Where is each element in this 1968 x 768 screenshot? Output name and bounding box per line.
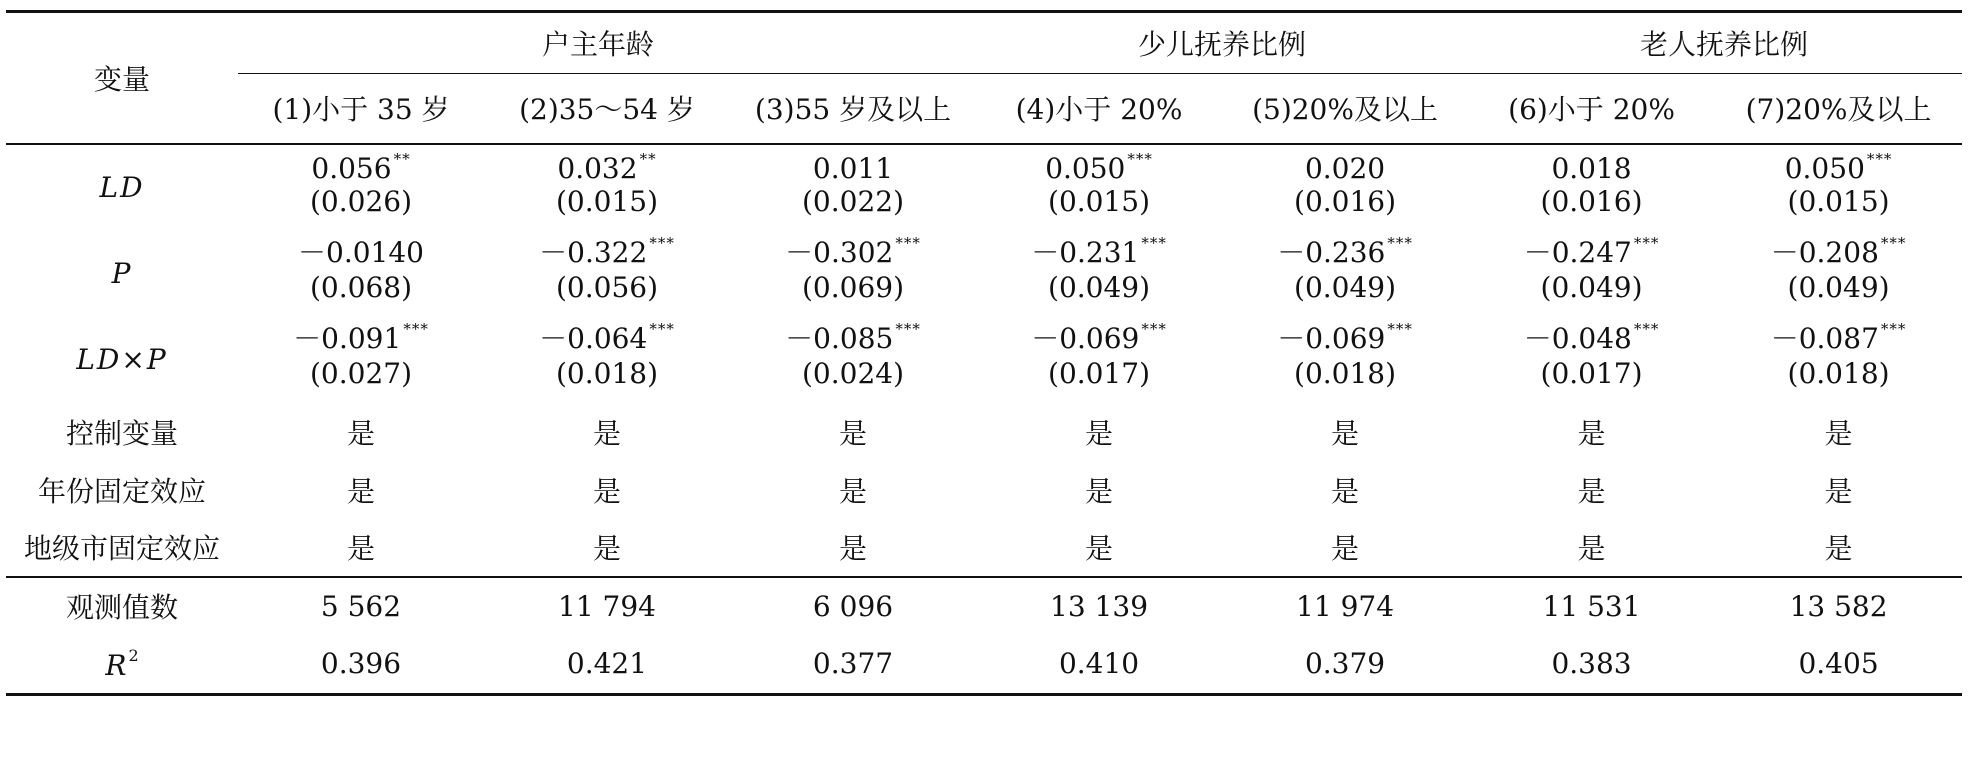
observations-cell: 11 531 (1468, 577, 1715, 635)
coef-value: －0.091 (293, 321, 402, 355)
coef-value: 0.056 (311, 151, 392, 185)
coef-cell (484, 317, 730, 357)
column-header: (7)20%及以上 (1715, 74, 1962, 144)
variable-name: LD×P (76, 343, 168, 376)
coef-row (6, 231, 1962, 271)
control-value-cell: 是 (1331, 474, 1360, 508)
column-header: (3)55 岁及以上 (730, 74, 976, 144)
coef-value: －0.322 (539, 235, 648, 269)
coef-value: －0.048 (1523, 321, 1632, 355)
observations-cell: 13 582 (1715, 577, 1962, 635)
control-value-cell: 是 (346, 532, 375, 565)
column-header: (1)小于 35 岁 (238, 74, 484, 144)
significance-stars: *** (1387, 319, 1413, 338)
coef-cell (238, 144, 484, 185)
observations-row (6, 577, 1962, 635)
coef-row (6, 317, 1962, 357)
significance-stars: ** (639, 149, 657, 168)
regression-table (6, 10, 1962, 696)
standard-error-cell: (0.068) (309, 270, 412, 304)
control-value-cell: 是 (1824, 474, 1853, 508)
control-value-cell: 是 (1824, 416, 1853, 450)
coef-cell (730, 144, 976, 185)
coef-value: －0.231 (1031, 235, 1140, 269)
control-row (6, 461, 1962, 519)
significance-stars: *** (1633, 319, 1660, 338)
standard-error-cell: (0.056) (555, 270, 658, 304)
control-value-cell: 是 (1577, 474, 1606, 508)
control-value-cell: 是 (1577, 416, 1606, 450)
control-value-cell: 是 (1824, 532, 1853, 565)
r-squared-cell: 0.421 (484, 635, 730, 695)
control-value-cell: 是 (1085, 474, 1114, 508)
significance-stars: *** (1633, 233, 1660, 252)
r-squared-cell: 0.396 (238, 635, 484, 695)
coef-value: －0.087 (1770, 321, 1879, 355)
significance-stars: *** (895, 319, 921, 338)
row-label-observations: 观测值数 (6, 577, 238, 635)
coef-value: －0.069 (1031, 321, 1140, 355)
r-squared-cell: 0.377 (730, 635, 976, 695)
significance-stars: *** (403, 319, 429, 338)
control-value-cell: 是 (839, 474, 868, 508)
control-value-cell: 是 (592, 474, 621, 508)
standard-error-cell: (0.016) (1540, 184, 1643, 218)
column-header: (5)20%及以上 (1222, 74, 1468, 144)
standard-error-cell: (0.017) (1048, 356, 1151, 390)
coef-value: －0.302 (785, 235, 894, 269)
significance-stars: *** (895, 233, 921, 252)
coef-cell (484, 144, 730, 185)
row-label-control: 地级市固定效应 (23, 532, 220, 565)
standard-error-cell: (0.015) (555, 184, 658, 218)
coef-value: －0.0140 (298, 235, 424, 269)
control-value-cell: 是 (1085, 416, 1114, 450)
r-squared-cell: 0.379 (1222, 635, 1468, 695)
coef-cell (1222, 231, 1468, 271)
coef-value: －0.236 (1277, 235, 1386, 269)
observations-cell: 11 794 (484, 577, 730, 635)
standard-error-cell: (0.018) (1787, 356, 1890, 390)
coefficient-rows (6, 144, 1962, 403)
coef-value: －0.247 (1523, 235, 1632, 269)
variable-header: 变量 (6, 12, 238, 144)
column-header-row (6, 74, 1962, 144)
r-squared-row (6, 635, 1962, 695)
coef-value: 0.050 (1784, 151, 1865, 185)
control-value-cell: 是 (1085, 532, 1114, 565)
coef-cell (730, 317, 976, 357)
standard-error-cell: (0.027) (309, 356, 412, 390)
coef-cell (238, 317, 484, 357)
se-row (6, 357, 1962, 403)
coef-value: －0.069 (1277, 321, 1386, 355)
observations-cell: 11 974 (1222, 577, 1468, 635)
coef-cell (976, 231, 1222, 271)
significance-stars: *** (1141, 233, 1167, 252)
coef-cell (1468, 144, 1715, 185)
coef-value: －0.208 (1770, 235, 1879, 269)
significance-stars: *** (1127, 149, 1153, 168)
column-header: (4)小于 20% (976, 74, 1222, 144)
significance-stars: *** (1387, 233, 1413, 252)
r-squared-cell: 0.405 (1715, 635, 1962, 695)
standard-error-cell: (0.015) (1787, 184, 1890, 218)
row-label-control: 控制变量 (65, 416, 178, 450)
variable-name: LD (99, 171, 145, 204)
standard-error-cell: (0.017) (1540, 356, 1643, 390)
control-value-cell: 是 (346, 474, 375, 508)
observations-cell: 6 096 (730, 577, 976, 635)
column-header: (6)小于 20% (1468, 74, 1715, 144)
control-row (6, 519, 1962, 577)
variable-name: P (111, 257, 133, 290)
coef-cell (1468, 231, 1715, 271)
standard-error-cell: (0.015) (1048, 184, 1151, 218)
standard-error-cell: (0.049) (1048, 270, 1151, 304)
coef-cell (484, 231, 730, 271)
group-header-child-ratio: 少儿抚养比例 (976, 12, 1468, 74)
control-value-cell: 是 (592, 532, 621, 565)
observations-cell: 5 562 (238, 577, 484, 635)
coef-cell (1715, 317, 1962, 357)
standard-error-cell: (0.049) (1294, 270, 1397, 304)
coef-cell (976, 144, 1222, 185)
r-squared-superscript: 2 (128, 645, 139, 665)
r-squared-cell: 0.383 (1468, 635, 1715, 695)
coef-cell (1715, 144, 1962, 185)
coef-cell (238, 231, 484, 271)
standard-error-cell: (0.018) (555, 356, 658, 390)
row-label-variable (6, 317, 238, 403)
control-value-cell: 是 (1577, 532, 1606, 565)
row-label-variable (6, 144, 238, 231)
control-row (6, 403, 1962, 461)
group-header-row (6, 12, 1962, 74)
coef-cell (1222, 317, 1468, 357)
standard-error-cell: (0.016) (1294, 184, 1397, 218)
coef-cell (1468, 317, 1715, 357)
coef-value: 0.018 (1551, 151, 1632, 185)
control-value-cell: 是 (346, 416, 375, 450)
standard-error-cell: (0.024) (802, 356, 905, 390)
se-row (6, 185, 1962, 231)
group-header-elder-ratio: 老人抚养比例 (1468, 12, 1962, 74)
control-value-cell: 是 (839, 416, 868, 450)
standard-error-cell: (0.022) (802, 184, 905, 218)
coef-row (6, 144, 1962, 185)
coef-cell (976, 317, 1222, 357)
row-label-control: 年份固定效应 (37, 474, 206, 508)
standard-error-cell: (0.018) (1294, 356, 1397, 390)
observations-cell: 13 139 (976, 577, 1222, 635)
significance-stars: *** (1141, 319, 1167, 338)
significance-stars: ** (393, 149, 411, 168)
row-label-r-squared (6, 635, 238, 695)
control-value-cell: 是 (1331, 416, 1360, 450)
standard-error-cell: (0.049) (1787, 270, 1890, 304)
significance-stars: *** (1880, 233, 1907, 252)
coef-value: 0.020 (1304, 151, 1386, 185)
r-squared-symbol: R (105, 648, 129, 682)
standard-error-cell: (0.069) (802, 270, 905, 304)
coef-value: 0.050 (1045, 151, 1126, 185)
standard-error-cell: (0.049) (1540, 270, 1643, 304)
significance-stars: *** (1866, 149, 1893, 168)
significance-stars: *** (649, 319, 675, 338)
se-row (6, 271, 1962, 317)
standard-error-cell: (0.026) (309, 184, 412, 218)
control-value-cell: 是 (839, 532, 868, 565)
coef-value: －0.085 (785, 321, 894, 355)
control-value-cell: 是 (1331, 532, 1360, 565)
coef-cell (1715, 231, 1962, 271)
coef-value: －0.064 (539, 321, 648, 355)
control-value-cell: 是 (592, 416, 621, 450)
column-header: (2)35～54 岁 (484, 74, 730, 144)
significance-stars: *** (1880, 319, 1907, 338)
row-label-variable (6, 231, 238, 317)
r-squared-cell: 0.410 (976, 635, 1222, 695)
coef-cell (1222, 144, 1468, 185)
group-header-age: 户主年龄 (238, 12, 976, 74)
coef-value: 0.032 (557, 151, 638, 185)
control-rows (6, 403, 1962, 577)
significance-stars: *** (649, 233, 675, 252)
summary-rows (6, 577, 1962, 695)
coef-value: 0.011 (812, 151, 894, 185)
coef-cell (730, 231, 976, 271)
